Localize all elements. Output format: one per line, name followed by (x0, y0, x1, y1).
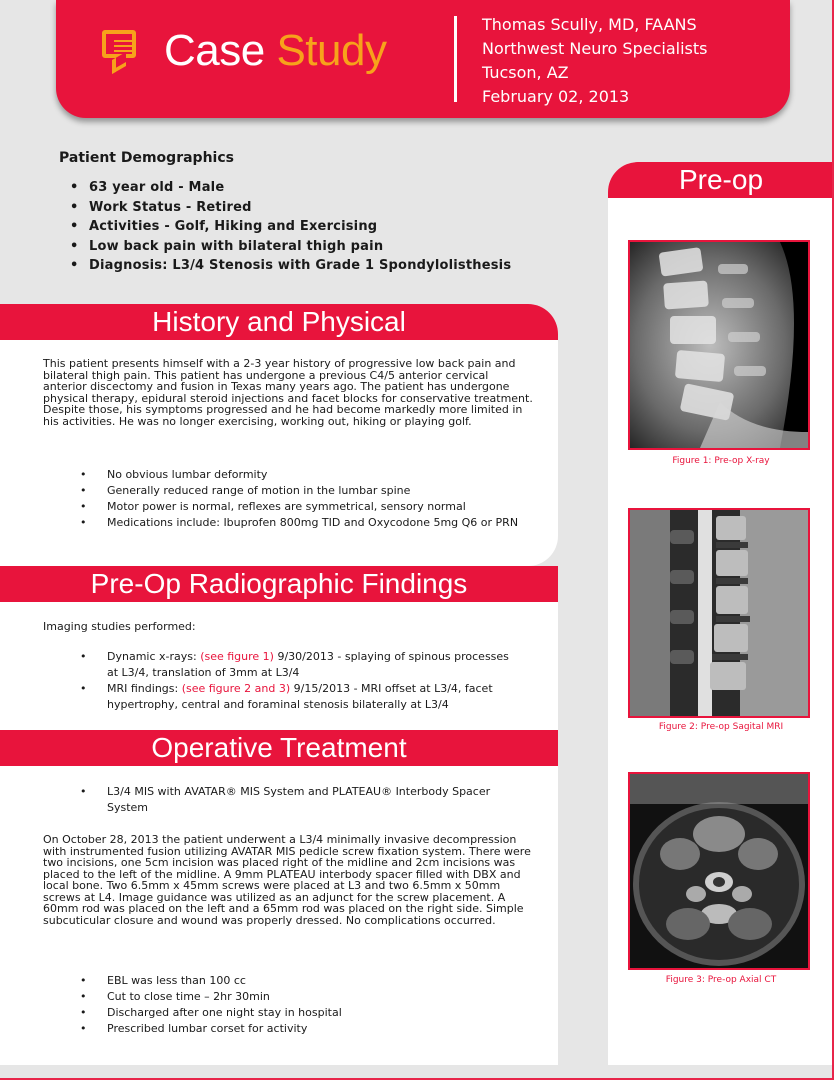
radiographic-bullets (80, 649, 510, 713)
header-info (482, 13, 707, 109)
list-item: • Motor power is normal, reflexes are symmetrical, sensory normal (80, 499, 530, 515)
xray-image (628, 240, 810, 450)
operative-bullets (80, 973, 530, 1037)
mri-image (628, 508, 810, 718)
header-banner (56, 0, 790, 118)
list-item: • Low back pain with bilateral thigh pain (70, 239, 511, 259)
chat-document-icon (102, 30, 136, 58)
figure-2-caption: Figure 2: Pre-op Sagital MRI (658, 722, 784, 732)
list-item: • Diagnosis: L3/4 Stenosis with Grade 1 Spondylolisthesis (70, 258, 511, 278)
figure-3-caption: Figure 3: Pre-op Axial CT (665, 975, 777, 985)
operative-top-bullets (80, 784, 530, 816)
case-date: February 02, 2013 (482, 87, 630, 106)
operative-paragraph: On October 28, 2013 the patient underwent a L3/4 minimally invasive decompression with instrumented fusion utilizing AVATAR MIS pedicle screw fixation system. There were two incisions, one 5cm incision was placed right of the midline and 2cm incisions was placed to the left of the midline. A 9mm PLATEAU interbody spacer filled with DBX and local bone. Two 6.5mm x 45mm screws were placed at L3 and two 6.5mm x 50mm screws at L4. Image guidance was utilized as an adjunct for the screw placement. A 60mm rod was placed on the left and a 65mm rod was placed on the right side. Simple subcuticular closure and wound was properly dressed. No complications occurred. (43, 833, 531, 927)
list-item: • Work Status - Retired (70, 200, 511, 220)
ct-image (628, 772, 810, 970)
list-item: • Prescribed lumbar corset for activity (80, 1021, 530, 1037)
list-item: • EBL was less than 100 cc (80, 973, 530, 989)
list-item: • Medications include: Ibuprofen 800mg TID and Oxycodone 5mg Q6 or PRN (80, 515, 530, 531)
operative-header: Operative Treatment (0, 730, 558, 766)
list-item: • Activities - Golf, Hiking and Exercising (70, 219, 511, 239)
location: Tucson, AZ (482, 63, 569, 82)
list-item (80, 681, 510, 713)
radiographic-intro: Imaging studies performed: (43, 620, 196, 633)
list-item: • No obvious lumbar deformity (80, 467, 530, 483)
list-item: • Discharged after one night stay in hospital (80, 1005, 530, 1021)
bullet-suffix: 9/15/2013 - MRI offset at L3/4, facet hypertrophy, central and foraminal stenosis bilaterally at L3/4 (107, 682, 493, 711)
figure-1-caption: Figure 1: Pre-op X-ray (672, 456, 770, 466)
history-paragraph: This patient presents himself with a 2-3 year history of progressive low back pain and bilateral thigh pain. This patient has undergone a previous C4/5 anterior cervical anterior discectomy and fusion in Texas many years ago. The patient has undergone physical therapy, epidural steroid injections and facet blocks for conservative treatment. Despite those, his symptoms progressed and he had become markedly more limited in his activities. He was no longer exercising, working out, hiking or playing golf. (43, 357, 533, 428)
title-word-study: Study (276, 26, 387, 75)
preop-header: Pre-op (608, 162, 834, 198)
list-item: • 63 year old - Male (70, 180, 511, 200)
radiographic-header: Pre-Op Radiographic Findings (0, 566, 558, 602)
list-item: • L3/4 MIS with AVATAR® MIS System and PLATEAU® Interbody Spacer System (80, 784, 530, 816)
demographics-title: Patient Demographics (59, 150, 234, 166)
list-item: • Generally reduced range of motion in the lumbar spine (80, 483, 530, 499)
practice-name: Northwest Neuro Specialists (482, 39, 708, 58)
author-name: Thomas Scully, MD, FAANS (482, 15, 697, 34)
bullet-suffix: 9/30/2013 - splaying of spinous processes at L3/4, translation of 3mm at L3/4 (107, 650, 509, 679)
page-title (164, 26, 386, 76)
bullet-prefix: Dynamic x-rays: (107, 650, 201, 663)
list-item (80, 649, 510, 681)
history-bullets (80, 467, 530, 531)
header-divider (454, 16, 457, 102)
list-item: • Cut to close time – 2hr 30min (80, 989, 530, 1005)
figure-2-3-link[interactable]: (see figure 2 and 3) (181, 682, 291, 695)
figure-1-link[interactable]: (see figure 1) (200, 650, 274, 663)
history-header: History and Physical (0, 304, 558, 340)
bullet-prefix: MRI findings: (107, 682, 182, 695)
demographics-list (70, 180, 511, 278)
title-word-case: Case (164, 26, 265, 75)
